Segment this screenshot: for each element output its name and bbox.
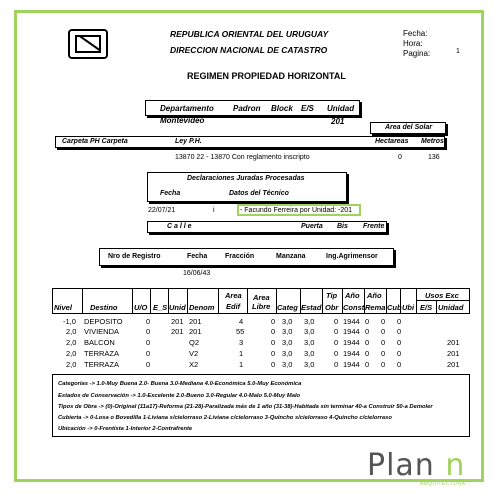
cell-tip: 0 [334,317,339,326]
cell-destino: TERRAZA [84,360,120,369]
cell-area-edif: 3 [239,338,244,347]
th-usos-exc: Usos Exc [425,291,459,300]
metros-label: Metros [421,138,444,145]
th-anio-rema-1: Año [367,291,382,300]
registro-fecha-value: 16/06/43 [183,270,211,277]
cell-ubi: 0 [397,317,402,326]
cell-destino: VIVIENDA [84,327,120,336]
cell-categ: 3,0 [282,360,293,369]
th-anio-const-1: Año [345,291,360,300]
declaracion-fecha-value: 22/07/21 [148,207,176,214]
cell-uo: 0 [146,338,151,347]
cell-uo: 0 [146,327,151,336]
cell-cub: 0 [381,327,386,336]
pagina-value: 1 [456,48,460,55]
declaraciones-fecha-label: Fecha [160,190,181,197]
departamento-label: Departamento [160,104,214,113]
page-title: REGIMEN PROPIEDAD HORIZONTAL [187,71,346,81]
cell-cub: 0 [381,349,386,358]
cell-nivel: 2,0 [66,349,77,358]
carpeta-label: Carpeta PH Carpeta [62,138,128,145]
declaracion-separator: i [213,207,215,214]
th-cub: Cub [387,303,402,312]
block-label: Block [271,104,293,113]
cell-anio-rema: 0 [365,349,370,358]
cell-estad: 3,0 [304,327,315,336]
th-area-edif-2: Edif [226,302,241,311]
th-area-libre-2: Libre [252,302,271,311]
cell-area-libre: 0 [271,327,276,336]
cell-tip: 0 [334,327,339,336]
puerta-label: Puerta [301,223,323,230]
cell-categ: 3,0 [282,327,293,336]
cell-uo: 0 [146,349,151,358]
cell-categ: 3,0 [282,317,293,326]
bis-label: Bis [337,223,348,230]
cell-destino: DEPOSITO [84,317,123,326]
cell-area-edif: 1 [239,349,244,358]
cell-area-libre: 0 [271,349,276,358]
th-nivel: Nivel [54,303,72,312]
cell-area-libre: 0 [271,338,276,347]
frente-label: Frente [363,223,385,230]
brand-subtitle: ARQUITECTURA [420,481,466,487]
cell-denom: V2 [189,349,199,358]
departamento-value: Montevideo [160,116,205,125]
th-estad: Estad [301,303,322,312]
th-uo: U/O [134,303,148,312]
cell-usos-unidad: 201 [447,360,460,369]
es-label: E/S [301,104,314,113]
cell-denom: 201 [189,317,202,326]
cell-nivel: 2,0 [66,360,77,369]
cell-area-edif: 55 [236,327,245,336]
cell-anio-rema: 0 [365,327,370,336]
metros-value: 136 [428,154,440,161]
brand-accent: n [445,448,466,483]
cell-usos-unidad: 201 [447,338,460,347]
cell-denom: X2 [189,360,199,369]
unidad-label: Unidad [327,104,355,113]
cell-uo: 0 [146,360,151,369]
header-line1: REPUBLICA ORIENTAL DEL URUGUAY [170,29,329,39]
cell-cub: 0 [381,338,386,347]
th-categ: Categ [277,303,298,312]
cell-usos-unidad: 201 [447,349,460,358]
header-line2: DIRECCION NACIONAL DE CATASTRO [170,45,328,55]
agrimensor-label: Ing.Agrimensor [326,253,378,260]
calle-label: C a l l e [167,223,192,230]
cell-anio-const: 1944 [343,360,360,369]
cell-anio-rema: 0 [365,338,370,347]
declaraciones-title: Declaraciones Juradas Procesadas [187,175,305,182]
cell-nivel: 2,0 [66,327,77,336]
th-denom: Denom [189,303,215,312]
cell-nivel: -1,0 [63,317,76,326]
catastro-logo-icon [68,29,108,59]
legend-estados: Estados de Conservación -> 1.0-Excelente 2.0-Bueno 3.0-Regular 4.0-Malo 5.0-Muy Malo [58,393,301,399]
cell-area-libre: 0 [271,360,276,369]
th-usos-es: E/S [420,303,433,312]
cell-ubi: 0 [397,360,402,369]
th-area-edif-1: Area [225,291,242,300]
registro-fecha-label: Fecha [187,253,208,260]
cell-categ: 3,0 [282,338,293,347]
cell-estad: 3,0 [304,317,315,326]
nro-registro-label: Nro de Registro [108,253,161,260]
th-tip-2: Obr [325,303,339,312]
hectareas-value: 0 [398,154,402,161]
cell-destino: TERRAZA [84,349,120,358]
area-solar-label: Area del Solar [385,124,433,131]
cell-anio-rema: 0 [365,360,370,369]
th-tip-1: Tip [326,291,338,300]
th-es: E_S [153,303,168,312]
manzana-label: Manzana [276,253,306,260]
legend-categorias: Categorias -> 1.0-Muy Buena 2.0- Buena 3.0-Mediana 4.0-Económica 5.0-Muy Económica [58,381,302,387]
cell-cub: 0 [381,317,386,326]
cell-area-edif: 1 [239,360,244,369]
cell-estad: 3,0 [304,360,315,369]
cell-anio-const: 1944 [343,338,360,347]
hectareas-label: Hectareas [375,138,409,145]
cell-cub: 0 [381,360,386,369]
cell-estad: 3,0 [304,349,315,358]
cell-anio-rema: 0 [365,317,370,326]
legend-ubicacion: Ubicación -> 0-Frentista 1-Interior 2-Contrafrente [58,426,193,432]
datos-tecnico-label: Datos del Técnico [229,190,289,197]
cell-destino: BALCON [84,338,115,347]
th-unid: Unid [169,303,186,312]
th-ubi: Ubi [402,303,415,312]
brand-name: Plan [367,448,435,483]
legend-cubierta: Cubierta -> 0-Losa o Bovedilla 1-Liviana s/cielorraso 2-Liviana c/cielorraso 3-Quincho s/cielorraso 4-Quincho c/cielorraso [58,415,392,421]
fecha-label: Fecha: [403,29,428,38]
legend-tipos: Tipos de Obra -> (0)-Original (11a17)-Reforma (21-28)-Paralizada más de 1 año (31-38)-Habitada sin terminar 40-a Construir 50-a Demoler [58,404,433,410]
cell-anio-const: 1944 [343,327,360,336]
cell-unid: 201 [171,317,184,326]
pagina-label: Pagina: [403,49,431,58]
cell-anio-const: 1944 [343,349,360,358]
th-usos-unidad: Unidad [438,303,464,312]
cell-denom: 201 [189,327,202,336]
cell-estad: 3,0 [304,338,315,347]
cell-anio-const: 1944 [343,317,360,326]
th-anio-rema-2: Rema [365,303,386,312]
ley-ph-label: Ley P.H. [175,138,202,145]
unidad-value: 201 [331,117,345,126]
cell-ubi: 0 [397,327,402,336]
cell-ubi: 0 [397,338,402,347]
cell-nivel: 2,0 [66,338,77,347]
cell-tip: 0 [334,360,339,369]
cell-unid: 201 [171,327,184,336]
cell-area-edif: 4 [239,317,244,326]
cell-tip: 0 [334,349,339,358]
th-anio-const-2: Const [343,303,365,312]
th-area-libre-1: Area [253,293,270,302]
cell-ubi: 0 [397,349,402,358]
carpeta-value: 13870 22 - 13870 Con reglamento inscripto [175,154,310,161]
cell-tip: 0 [334,338,339,347]
cell-denom: Q2 [189,338,200,347]
padron-label: Padron [233,104,261,113]
cell-area-libre: 0 [271,317,276,326]
brand-logo [367,448,465,483]
fraccion-label: Fracción [225,253,255,260]
cell-categ: 3,0 [282,349,293,358]
hora-label: Hora: [403,39,423,48]
th-destino: Destino [90,303,118,312]
cell-uo: 0 [146,317,151,326]
tecnico-value: - Facundo Ferreira por Unidad: -201 [240,207,353,214]
